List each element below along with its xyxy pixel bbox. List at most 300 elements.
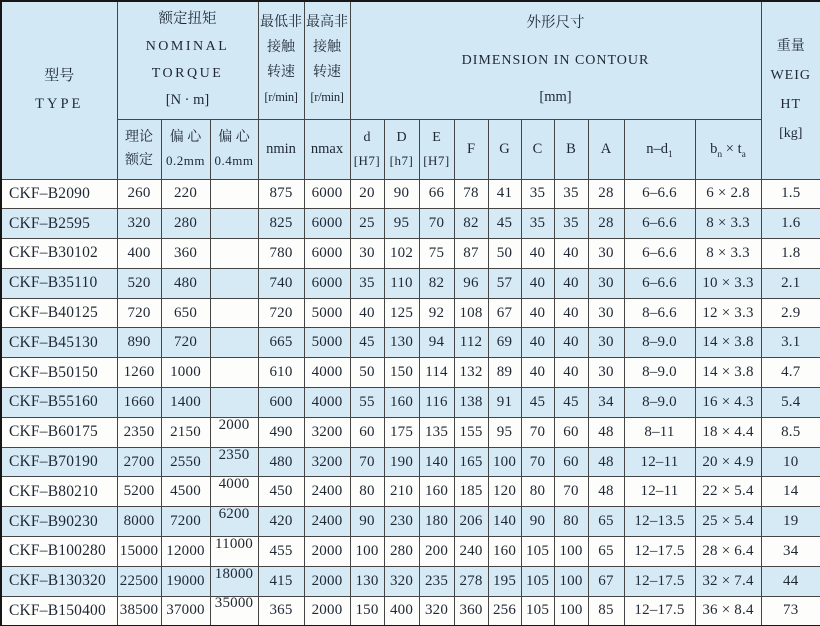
table-row bbox=[1, 388, 820, 418]
value-cell: 2400 bbox=[304, 477, 350, 507]
ecc02-l2: 0.2mm bbox=[166, 153, 205, 168]
value-cell: 650 bbox=[161, 298, 210, 328]
value-cell: 320 bbox=[384, 566, 419, 596]
d-main: d bbox=[363, 130, 371, 145]
value-cell: 40 bbox=[554, 268, 588, 298]
table-row bbox=[1, 537, 820, 567]
value-cell: 138 bbox=[454, 388, 488, 418]
col-header-type bbox=[1, 1, 117, 179]
value-cell: 14 × 3.8 bbox=[695, 328, 761, 358]
value-cell: 10 × 3.3 bbox=[695, 268, 761, 298]
value-cell: 280 bbox=[384, 537, 419, 567]
value-cell: 2000 bbox=[304, 566, 350, 596]
table-row bbox=[1, 179, 820, 209]
value-cell: 19000 bbox=[161, 566, 210, 596]
value-cell: 400 bbox=[117, 239, 161, 269]
value-cell: 40 bbox=[521, 328, 554, 358]
col-header-eccentric-04 bbox=[210, 119, 258, 179]
value-cell: 14 × 3.8 bbox=[695, 358, 761, 388]
value-cell: 95 bbox=[384, 209, 419, 239]
nmax-label-l2: 接触 bbox=[313, 40, 341, 56]
value-cell: 40 bbox=[554, 358, 588, 388]
value-cell: 60 bbox=[350, 417, 384, 447]
value-cell: 6–6.6 bbox=[624, 179, 695, 209]
E-main: E bbox=[432, 130, 441, 145]
col-header-weight bbox=[761, 1, 820, 179]
col-header-theoretical-rated bbox=[117, 119, 161, 179]
value-cell: 100 bbox=[350, 537, 384, 567]
value-cell: 230 bbox=[384, 507, 419, 537]
model-cell: CKF–B2595 bbox=[1, 209, 117, 239]
value-cell: 12–17.5 bbox=[624, 596, 695, 626]
value-cell: 95 bbox=[488, 417, 521, 447]
value-cell: 22500 bbox=[117, 566, 161, 596]
value-cell: 80 bbox=[554, 507, 588, 537]
model-cell: CKF–B35110 bbox=[1, 268, 117, 298]
value-cell: 2700 bbox=[117, 447, 161, 477]
value-cell: 12–17.5 bbox=[624, 566, 695, 596]
model-cell: CKF–B70190 bbox=[1, 447, 117, 477]
value-cell: 12–11 bbox=[624, 447, 695, 477]
raised-value: 6200 bbox=[218, 506, 250, 523]
value-cell: 25 bbox=[350, 209, 384, 239]
value-cell: 4000 bbox=[304, 388, 350, 418]
weight-label-en1: WEIG bbox=[770, 68, 812, 84]
E-tol: [H7] bbox=[423, 153, 450, 168]
value-cell: 34 bbox=[588, 388, 624, 418]
value-cell: 90 bbox=[521, 507, 554, 537]
value-cell: 5200 bbox=[117, 477, 161, 507]
value-cell: 480 bbox=[161, 268, 210, 298]
value-cell: 8–9.0 bbox=[624, 358, 695, 388]
value-cell: 140 bbox=[488, 507, 521, 537]
value-cell: 280 bbox=[161, 209, 210, 239]
value-cell: 260 bbox=[117, 179, 161, 209]
value-cell: 12 × 3.3 bbox=[695, 298, 761, 328]
value-cell: 6–6.6 bbox=[624, 239, 695, 269]
col-header-nmax-group bbox=[304, 1, 350, 119]
table-row bbox=[1, 507, 820, 537]
value-cell: 6 × 2.8 bbox=[695, 179, 761, 209]
value-cell: 320 bbox=[117, 209, 161, 239]
value-cell: 8–11 bbox=[624, 417, 695, 447]
value-cell: 20 × 4.9 bbox=[695, 447, 761, 477]
value-cell: 190 bbox=[384, 447, 419, 477]
model-cell: CKF–B55160 bbox=[1, 388, 117, 418]
table-row bbox=[1, 298, 820, 328]
value-cell: 278 bbox=[454, 566, 488, 596]
value-cell: 195 bbox=[488, 566, 521, 596]
value-cell: 44 bbox=[761, 566, 820, 596]
value-cell: 20 bbox=[350, 179, 384, 209]
value-cell: 10 bbox=[761, 447, 820, 477]
value-cell: 28 × 6.4 bbox=[695, 537, 761, 567]
table-body bbox=[1, 179, 820, 626]
value-cell: 120 bbox=[488, 477, 521, 507]
value-cell: 70 bbox=[419, 209, 454, 239]
value-cell: 75 bbox=[419, 239, 454, 269]
value-cell: 82 bbox=[419, 268, 454, 298]
raised-value: 35000 bbox=[214, 596, 254, 612]
value-cell: 1660 bbox=[117, 388, 161, 418]
value-cell: 57 bbox=[488, 268, 521, 298]
value-cell: 92 bbox=[419, 298, 454, 328]
value-cell: 2.9 bbox=[761, 298, 820, 328]
value-cell: 365 bbox=[258, 596, 304, 626]
D-tol: [h7] bbox=[389, 153, 414, 168]
bxt-times: × bbox=[722, 140, 738, 157]
table-row bbox=[1, 447, 820, 477]
col-header-nmin-group bbox=[258, 1, 304, 119]
value-cell: 40 bbox=[554, 298, 588, 328]
value-cell: 740 bbox=[258, 268, 304, 298]
value-cell: 2000 bbox=[304, 537, 350, 567]
value-cell: 1000 bbox=[161, 358, 210, 388]
value-cell: 102 bbox=[384, 239, 419, 269]
raised-value: 11000 bbox=[215, 536, 253, 552]
value-cell: 210 bbox=[384, 477, 419, 507]
value-cell: 235 bbox=[419, 566, 454, 596]
value-cell: 37000 bbox=[161, 596, 210, 626]
value-cell: 35 bbox=[554, 209, 588, 239]
nmin-label-l3: 转速 bbox=[267, 65, 295, 81]
value-cell: 185 bbox=[454, 477, 488, 507]
bxt-t-sub: a bbox=[741, 149, 746, 160]
value-cell: 82 bbox=[454, 209, 488, 239]
value-cell: 3200 bbox=[304, 447, 350, 477]
value-cell: 8.5 bbox=[761, 417, 820, 447]
value-cell: 78 bbox=[454, 179, 488, 209]
value-cell: 135 bbox=[419, 417, 454, 447]
col-header-G: G bbox=[488, 119, 521, 179]
ecc02-l1: 偏 心 bbox=[169, 130, 202, 145]
value-cell: 6–6.6 bbox=[624, 268, 695, 298]
value-cell: 6–6.6 bbox=[624, 209, 695, 239]
value-cell: 35 bbox=[350, 268, 384, 298]
value-cell: 1260 bbox=[117, 358, 161, 388]
value-cell: 490 bbox=[258, 417, 304, 447]
value-cell: 105 bbox=[521, 596, 554, 626]
value-cell: 100 bbox=[488, 447, 521, 477]
table-row bbox=[1, 268, 820, 298]
model-cell: CKF–B90230 bbox=[1, 507, 117, 537]
col-header-B: B bbox=[554, 119, 588, 179]
value-cell: 130 bbox=[350, 566, 384, 596]
value-cell: 6000 bbox=[304, 268, 350, 298]
value-cell: 360 bbox=[161, 239, 210, 269]
value-cell: 40 bbox=[521, 358, 554, 388]
value-cell: 150 bbox=[350, 596, 384, 626]
model-cell: CKF–B45130 bbox=[1, 328, 117, 358]
nmax-label-l1: 最高非 bbox=[306, 15, 348, 31]
value-cell: 48 bbox=[588, 417, 624, 447]
value-cell: 150 bbox=[384, 358, 419, 388]
value-cell: 70 bbox=[554, 477, 588, 507]
col-header-A: A bbox=[588, 119, 624, 179]
value-cell: 114 bbox=[419, 358, 454, 388]
value-cell: 40 bbox=[350, 298, 384, 328]
col-header-n-d1 bbox=[624, 119, 695, 179]
value-cell: 45 bbox=[554, 388, 588, 418]
value-cell: 132 bbox=[454, 358, 488, 388]
value-cell: 70 bbox=[521, 447, 554, 477]
value-cell: 60 bbox=[554, 417, 588, 447]
value-cell: 35 bbox=[521, 209, 554, 239]
value-cell: 155 bbox=[454, 417, 488, 447]
value-cell bbox=[210, 447, 258, 477]
ecc04-l1: 偏 心 bbox=[218, 130, 250, 145]
value-cell: 30 bbox=[588, 298, 624, 328]
value-cell bbox=[210, 537, 258, 567]
value-cell: 67 bbox=[588, 566, 624, 596]
value-cell: 320 bbox=[419, 596, 454, 626]
value-cell: 2350 bbox=[117, 417, 161, 447]
value-cell: 160 bbox=[384, 388, 419, 418]
value-cell: 80 bbox=[350, 477, 384, 507]
value-cell bbox=[210, 209, 258, 239]
value-cell: 70 bbox=[521, 417, 554, 447]
value-cell: 6000 bbox=[304, 209, 350, 239]
model-cell: CKF–B100280 bbox=[1, 537, 117, 567]
table-row bbox=[1, 477, 820, 507]
value-cell: 35 bbox=[554, 179, 588, 209]
value-cell: 3.1 bbox=[761, 328, 820, 358]
model-cell: CKF–B130320 bbox=[1, 566, 117, 596]
value-cell: 100 bbox=[554, 537, 588, 567]
value-cell: 15000 bbox=[117, 537, 161, 567]
value-cell: 41 bbox=[488, 179, 521, 209]
value-cell bbox=[210, 298, 258, 328]
value-cell: 32 × 7.4 bbox=[695, 566, 761, 596]
value-cell: 8000 bbox=[117, 507, 161, 537]
value-cell: 67 bbox=[488, 298, 521, 328]
value-cell: 2150 bbox=[161, 417, 210, 447]
value-cell: 91 bbox=[488, 388, 521, 418]
value-cell bbox=[210, 358, 258, 388]
value-cell: 110 bbox=[384, 268, 419, 298]
weight-unit: [kg] bbox=[779, 126, 803, 142]
value-cell: 7200 bbox=[161, 507, 210, 537]
value-cell: 12–13.5 bbox=[624, 507, 695, 537]
ecc04-l2: 0.4mm bbox=[214, 153, 254, 168]
value-cell: 45 bbox=[488, 209, 521, 239]
value-cell: 256 bbox=[488, 596, 521, 626]
value-cell: 30 bbox=[350, 239, 384, 269]
value-cell: 720 bbox=[258, 298, 304, 328]
value-cell: 55 bbox=[350, 388, 384, 418]
type-label-zh: 型号 bbox=[44, 68, 75, 85]
value-cell: 720 bbox=[117, 298, 161, 328]
value-cell: 8 × 3.3 bbox=[695, 239, 761, 269]
theoretical-l1: 理论 bbox=[125, 130, 153, 145]
table-row bbox=[1, 566, 820, 596]
value-cell bbox=[210, 388, 258, 418]
value-cell: 40 bbox=[554, 239, 588, 269]
value-cell: 30 bbox=[588, 328, 624, 358]
value-cell: 3200 bbox=[304, 417, 350, 447]
torque-label-en1: NOMINAL bbox=[145, 39, 230, 55]
value-cell bbox=[210, 239, 258, 269]
value-cell: 100 bbox=[554, 566, 588, 596]
value-cell: 100 bbox=[554, 596, 588, 626]
value-cell: 45 bbox=[521, 388, 554, 418]
value-cell bbox=[210, 179, 258, 209]
value-cell: 400 bbox=[384, 596, 419, 626]
nd1-base: n–d bbox=[646, 140, 668, 157]
value-cell bbox=[210, 477, 258, 507]
value-cell: 160 bbox=[488, 537, 521, 567]
col-group-dimension bbox=[350, 1, 761, 119]
value-cell: 12000 bbox=[161, 537, 210, 567]
value-cell: 450 bbox=[258, 477, 304, 507]
col-header-nmax: nmax bbox=[304, 119, 350, 179]
nmax-label-l3: 转速 bbox=[313, 65, 341, 81]
raised-value: 2350 bbox=[218, 447, 250, 463]
model-cell: CKF–B40125 bbox=[1, 298, 117, 328]
value-cell: 40 bbox=[554, 328, 588, 358]
value-cell: 165 bbox=[454, 447, 488, 477]
value-cell: 80 bbox=[521, 477, 554, 507]
value-cell: 38500 bbox=[117, 596, 161, 626]
value-cell: 45 bbox=[350, 328, 384, 358]
value-cell: 89 bbox=[488, 358, 521, 388]
weight-label-en2: HT bbox=[780, 97, 802, 113]
value-cell: 16 × 4.3 bbox=[695, 388, 761, 418]
value-cell: 94 bbox=[419, 328, 454, 358]
col-header-eccentric-02 bbox=[161, 119, 210, 179]
value-cell: 69 bbox=[488, 328, 521, 358]
bxt-b: b bbox=[710, 140, 718, 157]
value-cell: 1.8 bbox=[761, 239, 820, 269]
value-cell: 480 bbox=[258, 447, 304, 477]
value-cell: 65 bbox=[588, 507, 624, 537]
nmin-label-l2: 接触 bbox=[267, 40, 295, 56]
value-cell: 5000 bbox=[304, 298, 350, 328]
value-cell: 66 bbox=[419, 179, 454, 209]
bxt-b-sub: n bbox=[717, 149, 723, 160]
value-cell: 825 bbox=[258, 209, 304, 239]
value-cell: 30 bbox=[588, 358, 624, 388]
value-cell: 30 bbox=[588, 239, 624, 269]
value-cell bbox=[210, 328, 258, 358]
value-cell: 8 × 3.3 bbox=[695, 209, 761, 239]
col-group-nominal-torque bbox=[117, 1, 258, 119]
value-cell: 520 bbox=[117, 268, 161, 298]
value-cell bbox=[210, 417, 258, 447]
value-cell: 35 bbox=[521, 179, 554, 209]
value-cell: 50 bbox=[488, 239, 521, 269]
value-cell: 140 bbox=[419, 447, 454, 477]
value-cell: 116 bbox=[419, 388, 454, 418]
value-cell: 6000 bbox=[304, 179, 350, 209]
value-cell: 90 bbox=[350, 507, 384, 537]
value-cell: 73 bbox=[761, 596, 820, 626]
value-cell: 65 bbox=[588, 537, 624, 567]
nmin-unit: [r/min] bbox=[264, 90, 298, 105]
value-cell: 455 bbox=[258, 537, 304, 567]
d-tol: [H7] bbox=[353, 153, 381, 168]
model-cell: CKF–B80210 bbox=[1, 477, 117, 507]
value-cell: 1.6 bbox=[761, 209, 820, 239]
value-cell: 2000 bbox=[304, 596, 350, 626]
value-cell: 665 bbox=[258, 328, 304, 358]
value-cell bbox=[210, 596, 258, 626]
value-cell: 5000 bbox=[304, 328, 350, 358]
value-cell: 4500 bbox=[161, 477, 210, 507]
value-cell: 85 bbox=[588, 596, 624, 626]
nmax-unit: [r/min] bbox=[310, 90, 344, 105]
value-cell: 600 bbox=[258, 388, 304, 418]
col-header-D bbox=[384, 119, 419, 179]
value-cell: 105 bbox=[521, 537, 554, 567]
value-cell: 2550 bbox=[161, 447, 210, 477]
theoretical-l2: 额定 bbox=[125, 153, 153, 168]
value-cell: 36 × 8.4 bbox=[695, 596, 761, 626]
value-cell: 108 bbox=[454, 298, 488, 328]
col-header-E bbox=[419, 119, 454, 179]
value-cell: 720 bbox=[161, 328, 210, 358]
value-cell: 12–11 bbox=[624, 477, 695, 507]
value-cell: 360 bbox=[454, 596, 488, 626]
value-cell: 890 bbox=[117, 328, 161, 358]
model-cell: CKF–B30102 bbox=[1, 239, 117, 269]
value-cell: 87 bbox=[454, 239, 488, 269]
value-cell: 70 bbox=[350, 447, 384, 477]
value-cell: 8–6.6 bbox=[624, 298, 695, 328]
dimension-label-en: DIMENSION IN CONTOUR bbox=[461, 52, 650, 68]
raised-value: 4000 bbox=[218, 476, 250, 493]
table-row bbox=[1, 239, 820, 269]
value-cell: 28 bbox=[588, 179, 624, 209]
table-row bbox=[1, 596, 820, 626]
value-cell: 112 bbox=[454, 328, 488, 358]
value-cell: 50 bbox=[350, 358, 384, 388]
value-cell: 1400 bbox=[161, 388, 210, 418]
value-cell: 5.4 bbox=[761, 388, 820, 418]
value-cell: 34 bbox=[761, 537, 820, 567]
value-cell: 22 × 5.4 bbox=[695, 477, 761, 507]
table-header bbox=[1, 1, 820, 179]
value-cell: 60 bbox=[554, 447, 588, 477]
value-cell bbox=[210, 566, 258, 596]
value-cell: 6000 bbox=[304, 239, 350, 269]
model-cell: CKF–B2090 bbox=[1, 179, 117, 209]
value-cell: 105 bbox=[521, 566, 554, 596]
value-cell: 40 bbox=[521, 268, 554, 298]
value-cell: 130 bbox=[384, 328, 419, 358]
dimension-label-zh: 外形尺寸 bbox=[526, 14, 585, 31]
value-cell: 96 bbox=[454, 268, 488, 298]
value-cell: 175 bbox=[384, 417, 419, 447]
model-cell: CKF–B150400 bbox=[1, 596, 117, 626]
value-cell: 25 × 5.4 bbox=[695, 507, 761, 537]
value-cell: 220 bbox=[161, 179, 210, 209]
value-cell: 180 bbox=[419, 507, 454, 537]
value-cell: 8–9.0 bbox=[624, 328, 695, 358]
table-row bbox=[1, 328, 820, 358]
col-header-bxt bbox=[695, 119, 761, 179]
D-main: D bbox=[396, 130, 407, 145]
value-cell: 48 bbox=[588, 447, 624, 477]
nmin-label-l1: 最低非 bbox=[260, 15, 302, 31]
col-header-F: F bbox=[454, 119, 488, 179]
value-cell: 28 bbox=[588, 209, 624, 239]
value-cell: 1.5 bbox=[761, 179, 820, 209]
value-cell: 2400 bbox=[304, 507, 350, 537]
model-cell: CKF–B50150 bbox=[1, 358, 117, 388]
value-cell: 4000 bbox=[304, 358, 350, 388]
value-cell: 875 bbox=[258, 179, 304, 209]
